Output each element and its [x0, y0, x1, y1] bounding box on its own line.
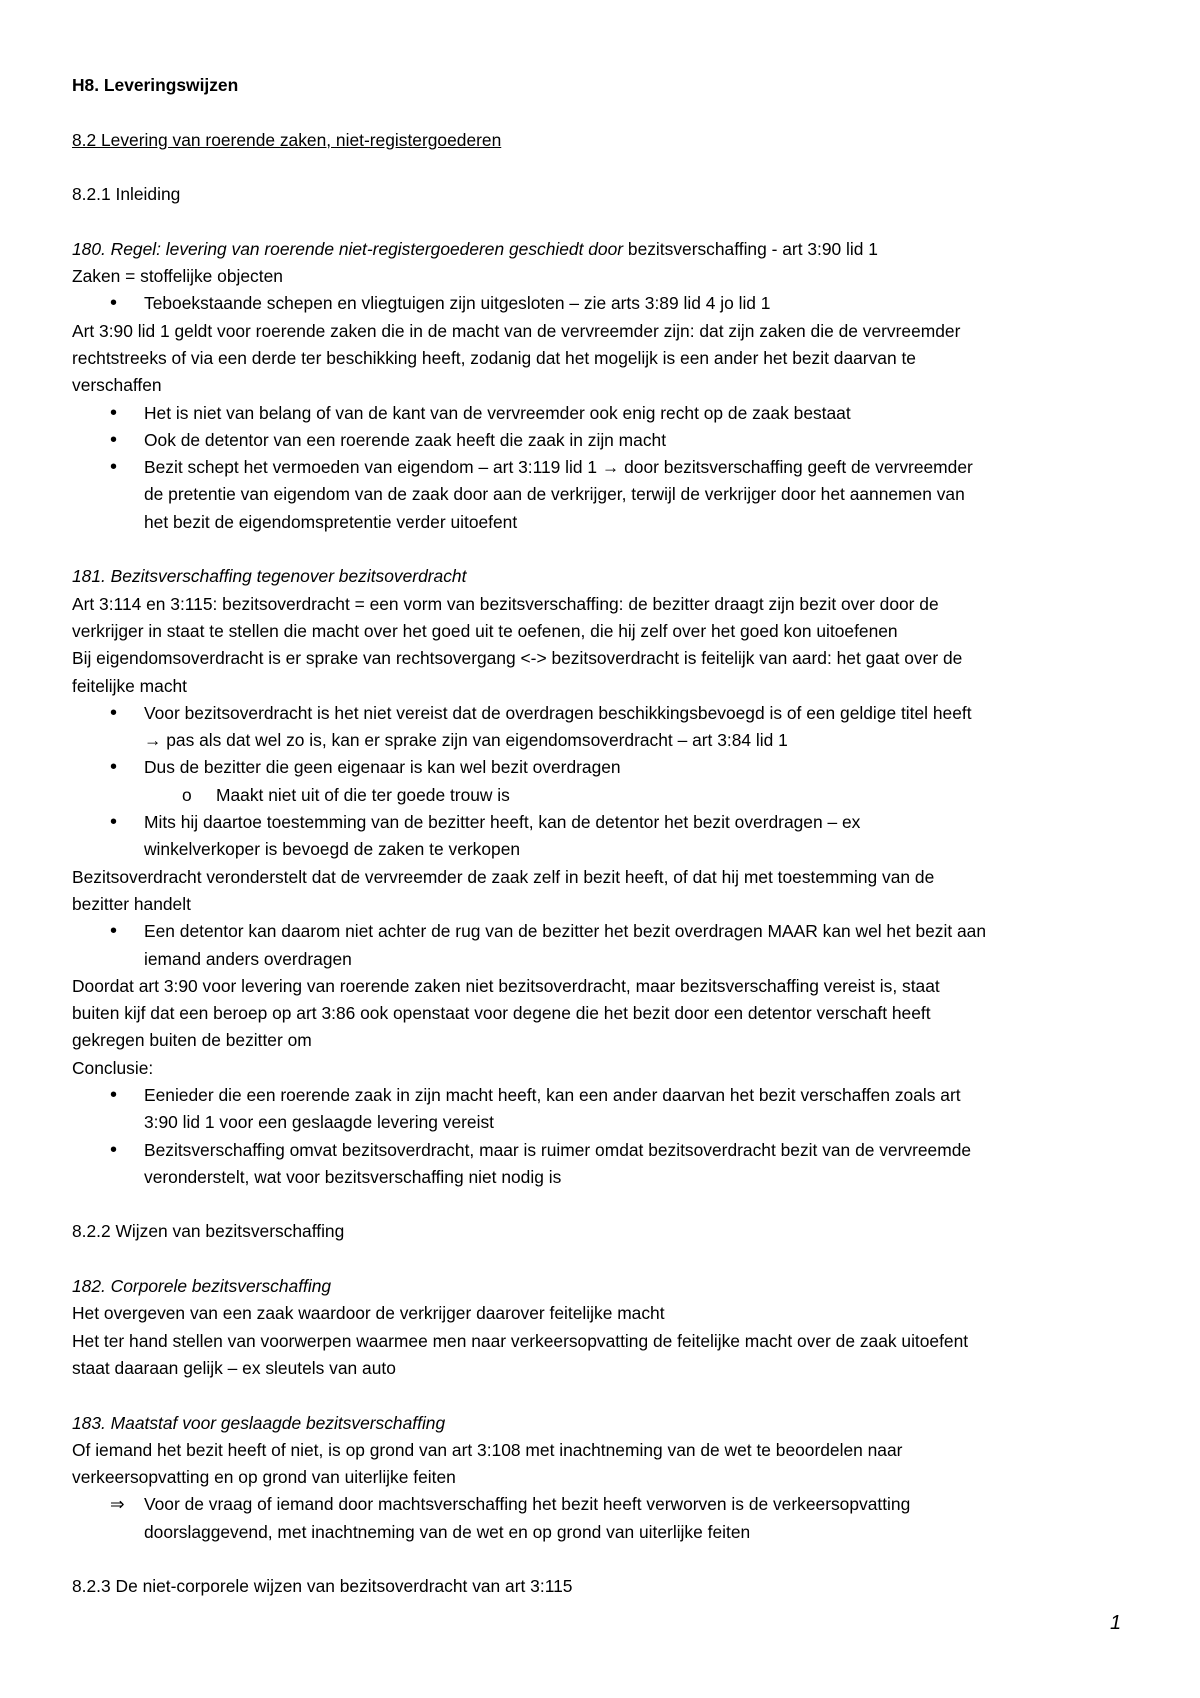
bullet-item: • Teboekstaande schepen en vliegtuigen zijn uitgesloten – zie arts 3:89 lid 4 jo lid 1: [72, 290, 1132, 317]
bullet-icon: [110, 290, 130, 317]
conclusion-label: Conclusie:: [72, 1057, 154, 1078]
arrow-item: ⇒ Voor de vraag of iemand door machtsverschaffing het bezit heeft verworven is de verkeersopvatting: [72, 1491, 1132, 1518]
text-line: Het overgeven van een zaak waardoor de verkrijger daarover feitelijke macht: [72, 1303, 665, 1324]
bullet-icon: [110, 400, 130, 427]
text-line: Bezitsoverdracht veronderstelt dat de vervreemder de zaak zelf in bezit heeft, of dat hij met toestemming van de: [72, 866, 935, 887]
text-line: feitelijke macht: [72, 675, 188, 696]
text-line: Of iemand het bezit heeft of niet, is op grond van art 3:108 met inachtneming van de wet te beoordelen naar: [72, 1439, 903, 1460]
bullet-icon: [110, 918, 130, 945]
bullet-icon: [110, 809, 130, 836]
paragraph-183-heading: 183. Maatstaf voor geslaagde bezitsverschaffing: [72, 1412, 446, 1433]
text-line: verkrijger in staat te stellen die macht over het goed uit te oefenen, die hij zelf over het goed kon uitoefenen: [72, 620, 898, 641]
bullet-item: • Voor bezitsoverdracht is het niet vereist dat de overdragen beschikkingsbevoegd is of een geldige titel heeft: [72, 700, 1132, 727]
bullet-item: • Bezitsverschaffing omvat bezitsoverdracht, maar is ruimer omdat bezitsoverdracht bezit van de vervreemde: [72, 1137, 1132, 1164]
bullet-item: • Mits hij daartoe toestemming van de bezitter heeft, kan de detentor het bezit overdragen – ex: [72, 809, 1132, 836]
section-heading: 8.2 Levering van roerende zaken, niet-registergoederen: [72, 129, 502, 150]
bullet-icon: [110, 454, 130, 481]
page-number: 1: [1110, 1612, 1122, 1634]
text-line: bezitter handelt: [72, 893, 191, 914]
bullet-item: • Bezit schept het vermoeden van eigendom – art 3:119 lid 1 → door bezitsverschaffing geeft de vervreemder: [72, 454, 1132, 481]
paragraph-182-heading: 182. Corporele bezitsverschaffing: [72, 1276, 332, 1297]
bullet-item: • Dus de bezitter die geen eigenaar is kan wel bezit overdragen: [72, 754, 1132, 781]
text-line: Art 3:114 en 3:115: bezitsoverdracht = een vorm van bezitsverschaffing: de bezitter draagt zijn bezit over door de: [72, 593, 939, 614]
bullet-icon: [110, 754, 130, 781]
bullet-item: • Eenieder die een roerende zaak in zijn macht heeft, kan een ander daarvan het bezit verschaffen zoals art: [72, 1082, 1132, 1109]
bullet-continuation: 3:90 lid 1 voor een geslaagde levering vereist: [144, 1112, 494, 1133]
text-line: gekregen buiten de bezitter om: [72, 1030, 312, 1051]
chapter-title: H8. Leveringswijzen: [72, 75, 239, 95]
bullet-continuation: de pretentie van eigendom van de zaak door aan de verkrijger, terwijl de verkrijger door het aannemen van: [144, 484, 965, 505]
bullet-continuation: veronderstelt, wat voor bezitsverschaffing niet nodig is: [144, 1166, 562, 1187]
text-line: Het ter hand stellen van voorwerpen waarmee men naar verkeersopvatting de feitelijke macht over de zaak uitoefent: [72, 1330, 969, 1351]
text-line: Doordat art 3:90 voor levering van roerende zaken niet bezitsoverdracht, maar bezitsverschaffing vereist is, staat: [72, 975, 940, 996]
text-line: verkeersopvatting en op grond van uiterlijke feiten: [72, 1467, 456, 1488]
bullet-continuation: → pas als dat wel zo is, kan er sprake zijn van eigendomsoverdracht – art 3:84 lid 1: [144, 730, 788, 751]
bullet-icon: [110, 427, 130, 454]
bullet-item: • Het is niet van belang of van de kant van de vervreemder ook enig recht op de zaak bestaat: [72, 400, 1132, 427]
bullet-continuation: het bezit de eigendomspretentie verder uitoefent: [144, 511, 518, 532]
bullet-continuation: winkelverkoper is bevoegd de zaken te verkopen: [144, 839, 521, 860]
text-line: Art 3:90 lid 1 geldt voor roerende zaken die in de macht van de vervreemder zijn: dat zijn zaken die de vervreemder: [72, 320, 961, 341]
paragraph-180-rest: bezitsverschaffing - art 3:90 lid 1: [623, 238, 878, 259]
sub-bullet-item: o Maakt niet uit of die ter goede trouw is: [72, 782, 1132, 809]
bullet-icon: [110, 1137, 130, 1164]
bullet-item: • Een detentor kan daarom niet achter de rug van de bezitter het bezit overdragen MAAR kan wel het bezit aan: [72, 918, 1132, 945]
text-line: Bij eigendomsoverdracht is er sprake van rechtsovergang <-> bezitsoverdracht is feitelijk van aard: het gaat over de: [72, 648, 963, 669]
subsection-heading: 8.2.3 De niet-corporele wijzen van bezitsoverdracht van art 3:115: [72, 1576, 573, 1597]
text-line: Zaken = stoffelijke objecten: [72, 266, 283, 287]
bullet-item: • Ook de detentor van een roerende zaak heeft die zaak in zijn macht: [72, 427, 1132, 454]
subsection-heading: 8.2.1 Inleiding: [72, 184, 181, 205]
bullet-icon: [110, 1082, 130, 1109]
bullet-icon: [110, 700, 130, 727]
double-arrow-icon: ⇒: [110, 1494, 125, 1515]
text-line: verschaffen: [72, 375, 162, 396]
subsection-heading: 8.2.2 Wijzen van bezitsverschaffing: [72, 1221, 345, 1242]
text-line: rechtstreeks of via een derde ter beschikking heeft, zodanig dat het mogelijk is een ander het bezit daarvan te: [72, 347, 916, 368]
circle-bullet-icon: o: [182, 784, 192, 805]
text-line: buiten kijf dat een beroep op art 3:86 ook openstaat voor degene die het bezit door een detentor verschaft heeft: [72, 1003, 931, 1024]
document-body: [72, 72, 1132, 1601]
bullet-continuation: iemand anders overdragen: [144, 948, 352, 969]
paragraph-180-heading: [72, 236, 1132, 263]
arrow-continuation: doorslaggevend, met inachtneming van de wet en op grond van uiterlijke feiten: [144, 1521, 751, 1542]
paragraph-181-heading: 181. Bezitsverschaffing tegenover bezitsoverdracht: [72, 566, 467, 587]
paragraph-180-italic: 180. Regel: levering van roerende niet-registergoederen geschiedt door: [72, 238, 624, 259]
text-line: staat daaraan gelijk – ex sleutels van auto: [72, 1357, 396, 1378]
